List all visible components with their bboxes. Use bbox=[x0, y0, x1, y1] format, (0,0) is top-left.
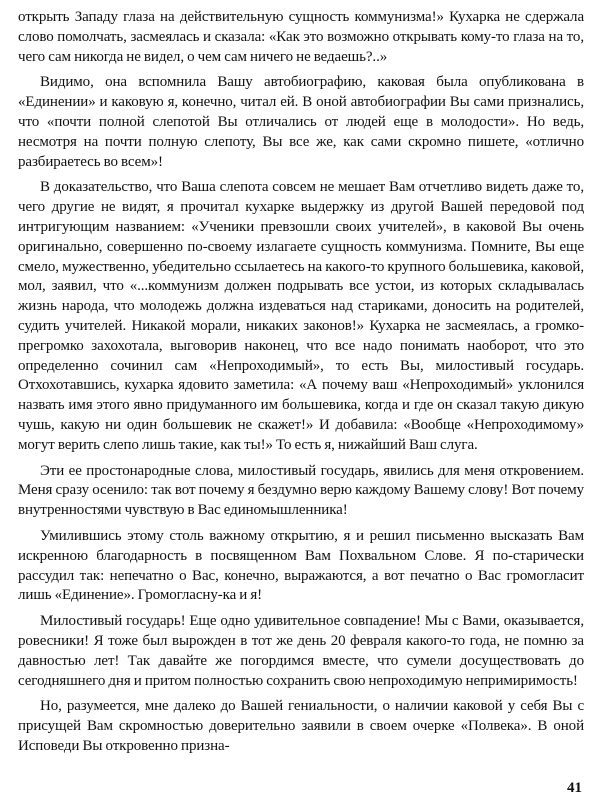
page-text bbox=[18, 8, 584, 757]
paragraph-1: открыть Западу глаза на действительную сущность коммунизма!» Кухарка не сдержала слово помолчать, засмеялась и сказала: «Как это возможно открывать кому-то глаза на то, чего сам никогда не видел, о чем сам ничего не ведаешь?..» bbox=[18, 9, 584, 65]
paragraph-6: Милостивый государь! Еще одно удивительное совпадение! Мы с Вами, оказывается, ровесники! Я тоже был вырожден в тот же день 20 февраля какого-то года, не помню за давностью лет! Так давайте же погордимся вместе, что сумели досуществовать до сегодняшнего дня и притом полностью сохранить свою непроходимую непримиримость! bbox=[18, 613, 584, 689]
paragraph-7: Но, разумеется, мне далеко до Вашей гениальности, о наличии каковой у себя Вы с присущей Вам скромностью доверительно заявили в своем очерке «Полвека». В оной Исповеди Вы откровенно призна- bbox=[18, 698, 584, 754]
paragraph-2: Видимо, она вспомнила Вашу автобиографию, каковая была опубликована в «Единении» и каковую я, конечно, читал ей. В оной автобиографии Вы сами признались, что «почти полной слепотой Вы отличались от людей еще в молодости». Но ведь, несмотря на почти полную слепоту, Вы все же, как сами скромно пишете, «отлично разбираетесь во всем»! bbox=[18, 74, 584, 170]
paragraph-5: Умилившись этому столь важному открытию, я и решил письменно высказать Вам искренною благодарность в посвященном Вам Похвальном Слове. Я по-старически рассудил так: непечатно о Вас, конечно, выражаются, а вот печатно о Вас громогласит лишь «Единение». Громогласну-ка и я! bbox=[18, 527, 584, 604]
paragraph-4: Эти ее простонародные слова, милостивый государь, явились для меня откровением. Меня сразу осенило: так вот почему я бездумно верю каждому Вашему слову! Вот почему внутренностями чувствую в Вас единомышленника! bbox=[18, 462, 584, 519]
page-number: 41 bbox=[567, 780, 582, 796]
paragraph-3: В доказательство, что Ваша слепота совсем не мешает Вам отчетливо видеть даже то, чего другие не видят, я прочитал кухарке выдержку из другой Вашей передовой под интригующим названием: «Ученики превзошли своих учителей», в каковой Вы очень оригинально, совершенно по-своему излагаете сущность коммунизма. Помните, Вы еще смело, мужественно, убедительно ссылаетесь на какого-то крупного большевика, каковой, мол, заявил, что «...коммунизм должен подрывать все устои, из которых складывалась жизнь народа, что молодежь должна издеваться над стариками, доносить на родителей, судить учителей. Никакой морали, никаких законов!» Кухарка не засмеялась, а громко-прегромко захохотала, выговорив наконец, что все надо понимать наоборот, что это определенно сочинил сам «Непроходимый», то есть Вы, милостивый государь. Отхохотавшись, кухарка ядовито заметила: «А почему ваш «Непроходимый» уклонился назвать имя этого явно придуманного им большевика, когда и где он сказал такую дикую чушь, какую ни один большевик не скажет!» И добавила: «Вообще «Непроходимому» могут верить слепо лишь такие, как ты!» То есть я, нижайший Ваш слуга. bbox=[18, 179, 584, 453]
